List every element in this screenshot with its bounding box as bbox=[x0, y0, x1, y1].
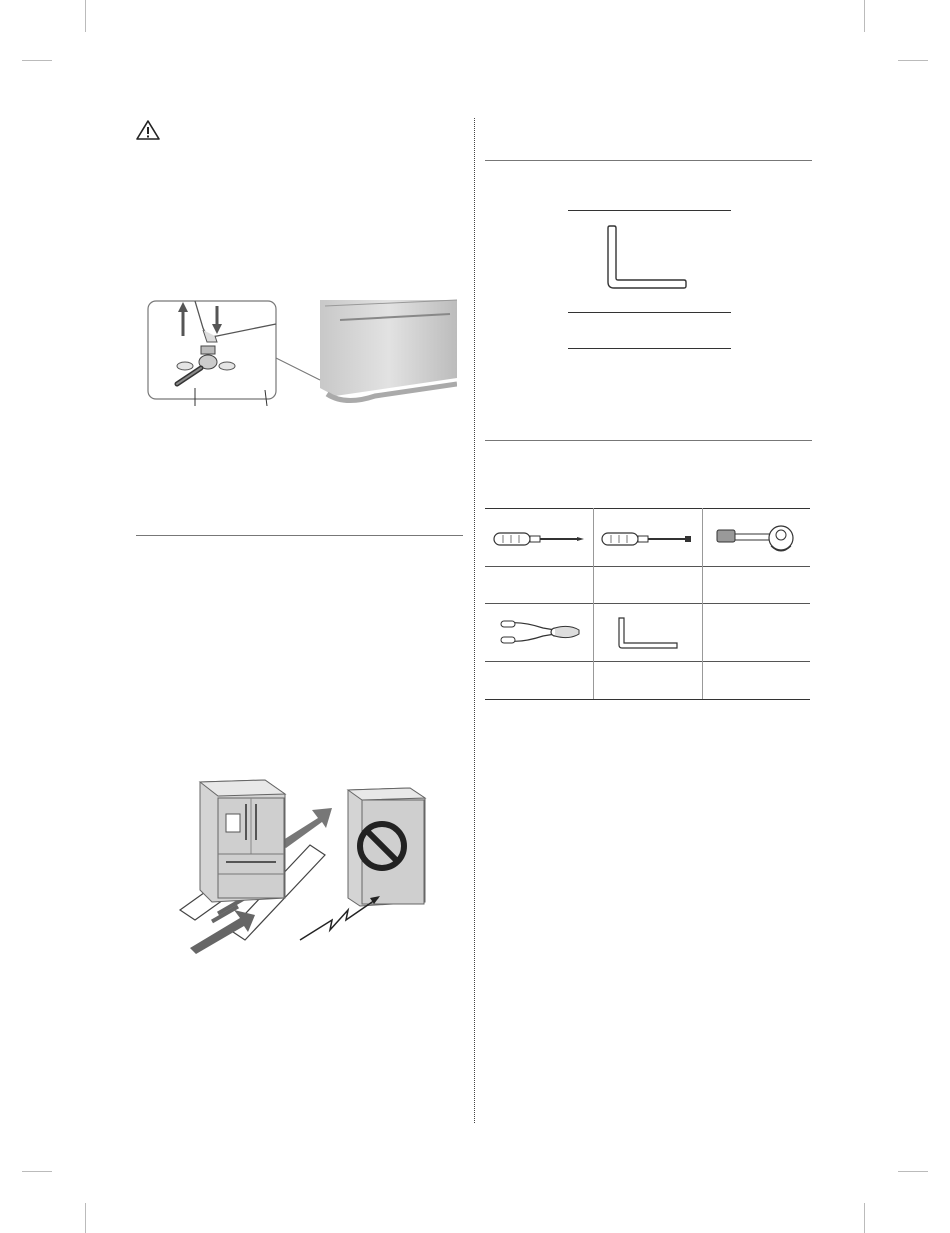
crop-mark bbox=[898, 1171, 928, 1172]
illustration-rule bbox=[568, 348, 731, 349]
moving-refrigerator-on-boards-illustration bbox=[170, 770, 440, 956]
table-rule bbox=[702, 508, 703, 699]
tools-table bbox=[485, 508, 810, 700]
table-rule bbox=[485, 508, 810, 509]
crop-mark bbox=[85, 0, 86, 32]
flat-screwdriver-icon bbox=[601, 530, 693, 548]
crop-mark bbox=[22, 60, 52, 61]
refrigerator-leveling-foot-illustration bbox=[145, 298, 457, 408]
crop-mark bbox=[898, 60, 928, 61]
crop-mark bbox=[85, 1203, 86, 1233]
hex-key-icon bbox=[615, 616, 679, 650]
table-rule bbox=[485, 661, 810, 662]
section-divider bbox=[485, 440, 812, 441]
crop-mark bbox=[22, 1171, 52, 1172]
illustration-rule bbox=[568, 312, 731, 313]
table-rule bbox=[485, 566, 810, 567]
column-divider bbox=[474, 118, 475, 1123]
illustration-rule bbox=[568, 210, 731, 211]
crop-mark bbox=[864, 0, 865, 32]
socket-wrench-icon bbox=[715, 522, 797, 556]
phillips-screwdriver-icon bbox=[493, 530, 585, 548]
hex-wrench-illustration bbox=[600, 224, 690, 290]
section-divider bbox=[485, 160, 812, 161]
table-rule bbox=[593, 508, 594, 699]
warning-triangle-icon bbox=[136, 120, 160, 140]
pliers-icon bbox=[499, 616, 581, 648]
table-rule bbox=[485, 603, 810, 604]
crop-mark bbox=[864, 1203, 865, 1233]
table-rule bbox=[485, 699, 810, 700]
section-divider bbox=[136, 535, 463, 536]
